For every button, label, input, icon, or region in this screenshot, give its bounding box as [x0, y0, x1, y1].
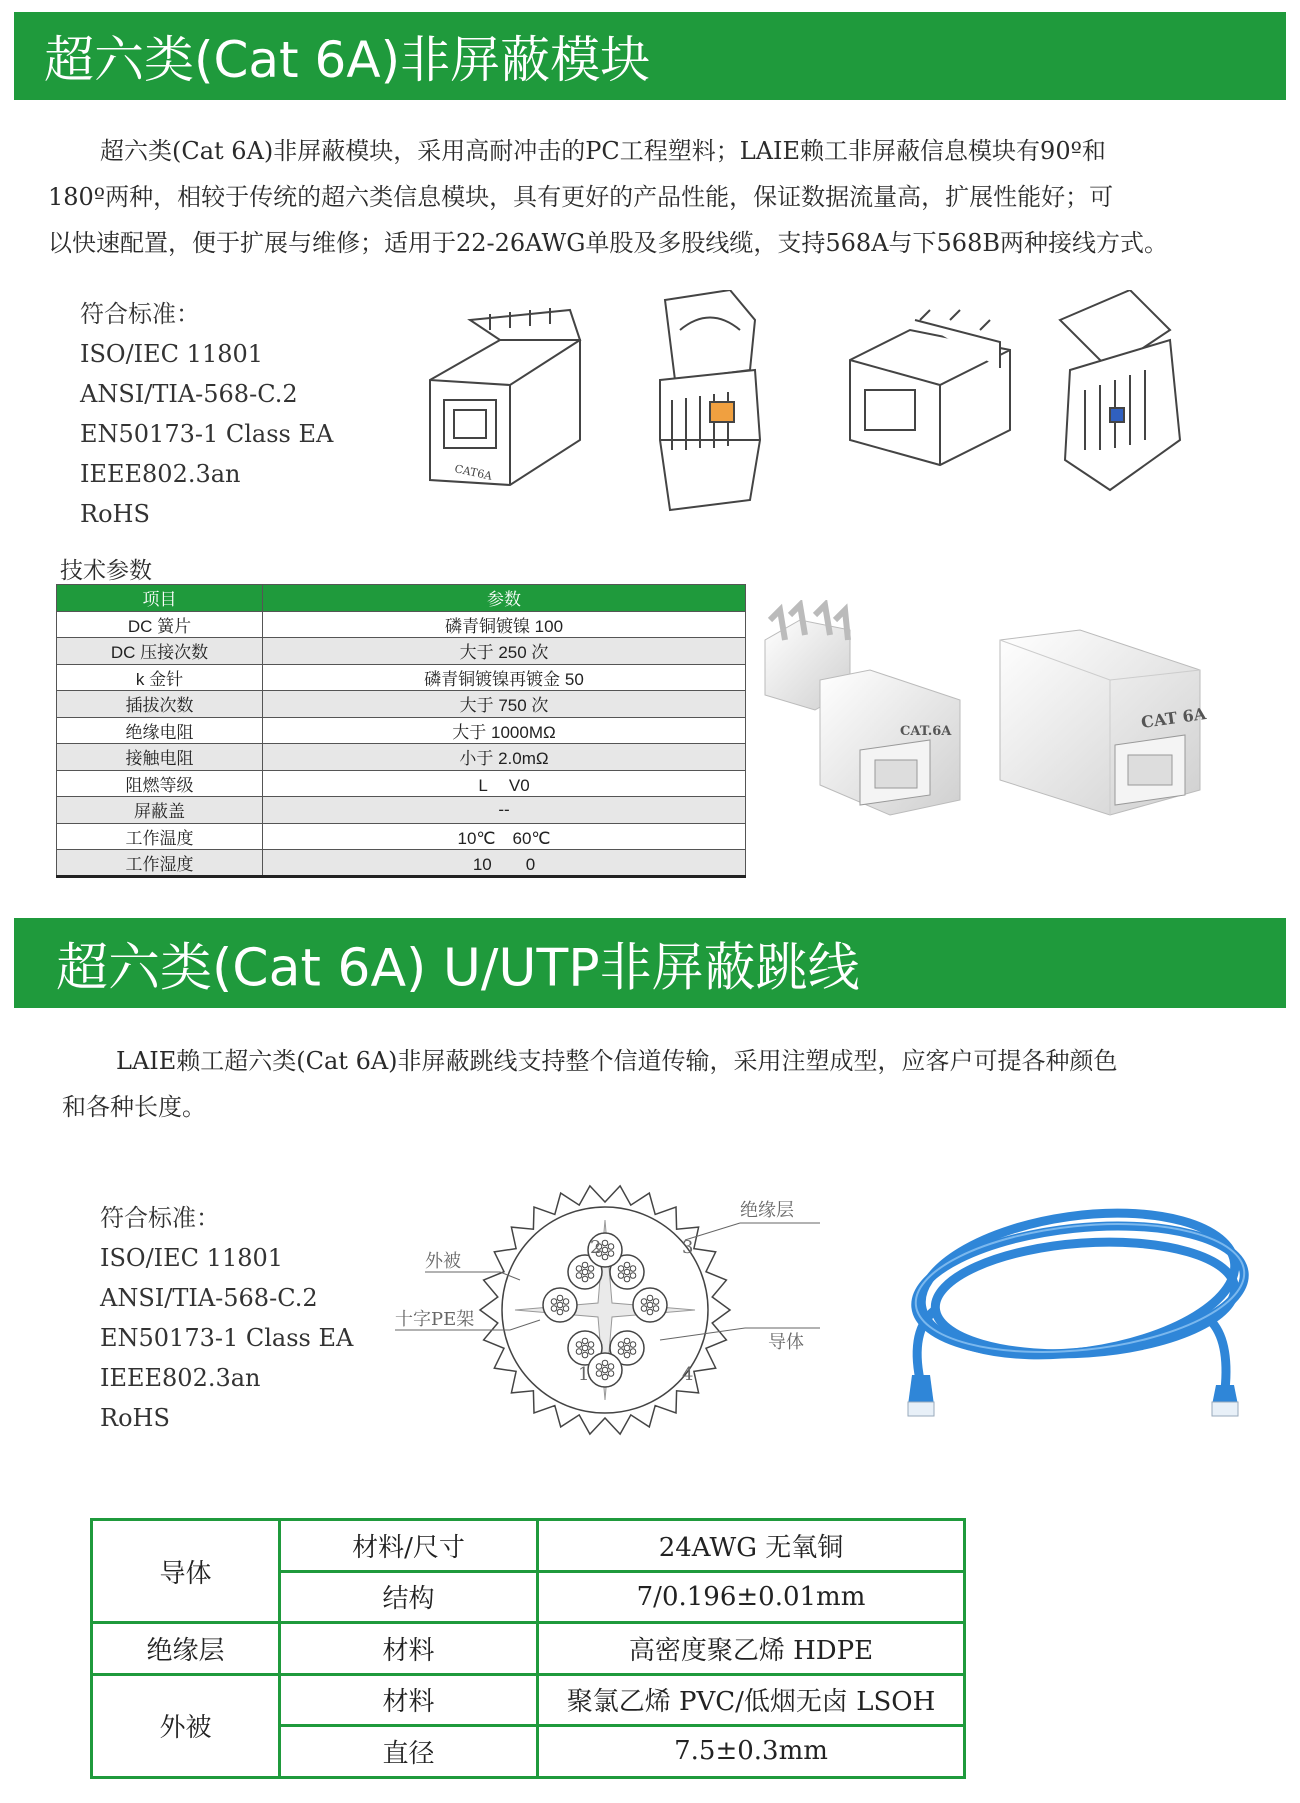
cable-cross-section: [380, 1180, 850, 1440]
column-header: 项目: [57, 585, 263, 612]
copper-strand: [602, 1240, 608, 1246]
param-value: 磷青铜镀镍 100: [263, 611, 746, 638]
copper-strand: [624, 1345, 630, 1351]
module-drawing-angled: [1060, 290, 1180, 490]
copper-strand: [582, 1276, 588, 1282]
standards-title: 符合标准：: [80, 300, 200, 328]
param-value: 大于 250 次: [263, 638, 746, 665]
copper-strand: [624, 1352, 630, 1358]
section-title: 超六类(Cat 6A)非屏蔽模块: [44, 31, 651, 89]
table-row: [57, 797, 746, 824]
tech-params-title: 技术参数: [60, 558, 152, 584]
value-cell: 7/0.196±0.01mm: [538, 1571, 965, 1623]
category-cell: 导体: [92, 1520, 280, 1623]
table-row: [92, 1674, 965, 1726]
photo-label: CAT 6A: [1139, 704, 1208, 732]
copper-strand: [563, 1306, 569, 1312]
pair-number: 4: [682, 1364, 694, 1385]
intro-line: 和各种长度。: [62, 1093, 206, 1121]
param-name: DC 簧片: [57, 611, 263, 638]
photo-label: CAT.6A: [900, 724, 952, 739]
copper-strand: [602, 1247, 608, 1253]
param-name: 工作温度: [57, 823, 263, 850]
pair-number: 1: [578, 1364, 590, 1385]
standard-item: ISO/IEC 11801: [100, 1244, 284, 1272]
standard-item: EN50173-1 Class EA: [100, 1324, 354, 1352]
copper-strand: [602, 1254, 608, 1260]
section-banner-keystone: [14, 12, 1286, 100]
standard-item: IEEE802.3an: [100, 1364, 261, 1392]
copper-strand: [630, 1349, 636, 1355]
standard-item: IEEE802.3an: [80, 460, 241, 488]
attribute-cell: 直径: [280, 1726, 538, 1778]
copper-strand: [647, 1295, 653, 1301]
copper-strand: [624, 1262, 630, 1268]
column-header: 参数: [263, 585, 746, 612]
value-cell: 聚氯乙烯 PVC/低烟无卤 LSOH: [538, 1674, 965, 1726]
module-drawing-front: [430, 308, 580, 485]
param-value: --: [263, 797, 746, 824]
intro-line: 180º两种，相较于传统的超六类信息模块，具有更好的产品性能，保证数据流量高，扩展性能好；可: [48, 183, 1114, 211]
copper-strand: [630, 1342, 636, 1348]
intro-line: 以快速配置，便于扩展与维修；适用于22-26AWG单股及多股线缆，支持568A与下568B两种接线方式。: [48, 229, 1168, 257]
copper-strand: [551, 1299, 557, 1305]
table-row: [57, 850, 746, 877]
table-row: [57, 770, 746, 797]
param-name: 绝缘电阻: [57, 717, 263, 744]
param-value: 小于 2.0mΩ: [263, 744, 746, 771]
table-row: [57, 691, 746, 718]
copper-strand: [608, 1251, 614, 1257]
copper-strand: [582, 1338, 588, 1344]
copper-strand: [608, 1244, 614, 1250]
copper-strand: [647, 1309, 653, 1315]
copper-strand: [618, 1349, 624, 1355]
table-row: [57, 638, 746, 665]
section-title: 超六类(Cat 6A) U/UTP非屏蔽跳线: [56, 938, 860, 999]
standards-list: [100, 1198, 353, 1438]
copper-strand: [602, 1374, 608, 1380]
copper-strand: [641, 1306, 647, 1312]
attribute-cell: 材料/尺寸: [280, 1520, 538, 1572]
module-photo-right: [1000, 630, 1208, 815]
copper-strand: [557, 1295, 563, 1301]
param-name: DC 压接次数: [57, 638, 263, 665]
label-jacket: 外被: [425, 1251, 461, 1272]
module-photos: [760, 600, 1220, 840]
param-value: L V0: [263, 770, 746, 797]
value-cell: 高密度聚乙烯 HDPE: [538, 1623, 965, 1675]
pair-number: 3: [682, 1237, 694, 1258]
value-cell: 24AWG 无氧铜: [538, 1520, 965, 1572]
category-cell: 绝缘层: [92, 1623, 280, 1675]
param-value: 磷青铜镀镍再镀金 50: [263, 664, 746, 691]
copper-strand: [618, 1273, 624, 1279]
param-name: 阻燃等级: [57, 770, 263, 797]
module-photo-left: [765, 605, 960, 815]
copper-strand: [630, 1266, 636, 1272]
table-row: [57, 611, 746, 638]
copper-strand: [551, 1306, 557, 1312]
copper-strand: [608, 1371, 614, 1377]
standards-title: 符合标准：: [100, 1204, 220, 1232]
rj45-plug: [908, 1375, 934, 1416]
intro-paragraph: [62, 1038, 1272, 1130]
table-row: [57, 823, 746, 850]
standard-item: RoHS: [100, 1404, 170, 1432]
intro-line: 超六类(Cat 6A)非屏蔽模块，采用高耐冲击的PC工程塑料；LAIE赖工非屏蔽信息模块有90º和: [100, 137, 1106, 165]
copper-strand: [618, 1266, 624, 1272]
copper-strand: [588, 1266, 594, 1272]
copper-strand: [602, 1360, 608, 1366]
copper-strand: [653, 1299, 659, 1305]
copper-strand: [624, 1276, 630, 1282]
module-drawing-open: [660, 290, 760, 510]
copper-strand: [576, 1266, 582, 1272]
param-name: 工作湿度: [57, 850, 263, 877]
patch-cable-photo: [890, 1180, 1270, 1420]
intro-paragraph: [48, 128, 1278, 266]
module-drawing-side: [850, 310, 1010, 465]
standard-item: RoHS: [80, 500, 150, 528]
copper-strand: [588, 1273, 594, 1279]
copper-strand: [582, 1262, 588, 1268]
copper-strand: [582, 1345, 588, 1351]
pair-number: 2: [590, 1237, 602, 1258]
attribute-cell: 材料: [280, 1674, 538, 1726]
standards-list: [80, 294, 333, 534]
copper-strand: [624, 1269, 630, 1275]
copper-strand: [641, 1299, 647, 1305]
tech-params-table: [56, 584, 746, 878]
attribute-cell: 结构: [280, 1571, 538, 1623]
param-value: 大于 1000MΩ: [263, 717, 746, 744]
copper-strand: [557, 1302, 563, 1308]
copper-strand: [588, 1349, 594, 1355]
intro-line: LAIE赖工超六类(Cat 6A)非屏蔽跳线支持整个信道传输，采用注塑成型，应客户可提各种颜色: [116, 1047, 1118, 1075]
table-row: [92, 1520, 965, 1572]
rj45-plug: [1212, 1385, 1238, 1416]
copper-strand: [647, 1302, 653, 1308]
attribute-cell: 材料: [280, 1623, 538, 1675]
copper-strand: [582, 1352, 588, 1358]
table-row: [57, 664, 746, 691]
category-cell: 外被: [92, 1674, 280, 1777]
copper-strand: [557, 1309, 563, 1315]
param-value: 大于 750 次: [263, 691, 746, 718]
copper-strand: [602, 1367, 608, 1373]
copper-strand: [576, 1342, 582, 1348]
section-banner-patch-cord: [14, 918, 1286, 1008]
table-row: [92, 1623, 965, 1675]
copper-strand: [596, 1371, 602, 1377]
param-name: 屏蔽盖: [57, 797, 263, 824]
param-value: 10℃ 60℃: [263, 823, 746, 850]
copper-strand: [608, 1364, 614, 1370]
cable-spec-table: [90, 1518, 966, 1779]
table-row: [57, 717, 746, 744]
param-name: k 金针: [57, 664, 263, 691]
copper-strand: [588, 1342, 594, 1348]
copper-strand: [563, 1299, 569, 1305]
copper-strand: [596, 1364, 602, 1370]
drawing-label: CAT6A: [453, 462, 494, 483]
copper-strand: [618, 1342, 624, 1348]
param-name: 接触电阻: [57, 744, 263, 771]
value-cell: 7.5±0.3mm: [538, 1726, 965, 1778]
copper-strand: [582, 1269, 588, 1275]
param-name: 插拔次数: [57, 691, 263, 718]
table-row: [57, 744, 746, 771]
copper-strand: [624, 1338, 630, 1344]
standard-item: ANSI/TIA-568-C.2: [80, 380, 298, 408]
label-conductor: 导体: [768, 1332, 804, 1353]
module-drawings: [410, 290, 1290, 530]
standard-item: ISO/IEC 11801: [80, 340, 264, 368]
copper-strand: [630, 1273, 636, 1279]
label-separator: 十字PE架: [395, 1309, 475, 1330]
copper-strand: [576, 1349, 582, 1355]
table-header-row: [57, 585, 746, 612]
copper-strand: [576, 1273, 582, 1279]
param-value: 10 0: [263, 850, 746, 877]
label-insulation: 绝缘层: [740, 1200, 794, 1221]
copper-strand: [653, 1306, 659, 1312]
standard-item: ANSI/TIA-568-C.2: [100, 1284, 318, 1312]
standard-item: EN50173-1 Class EA: [80, 420, 334, 448]
